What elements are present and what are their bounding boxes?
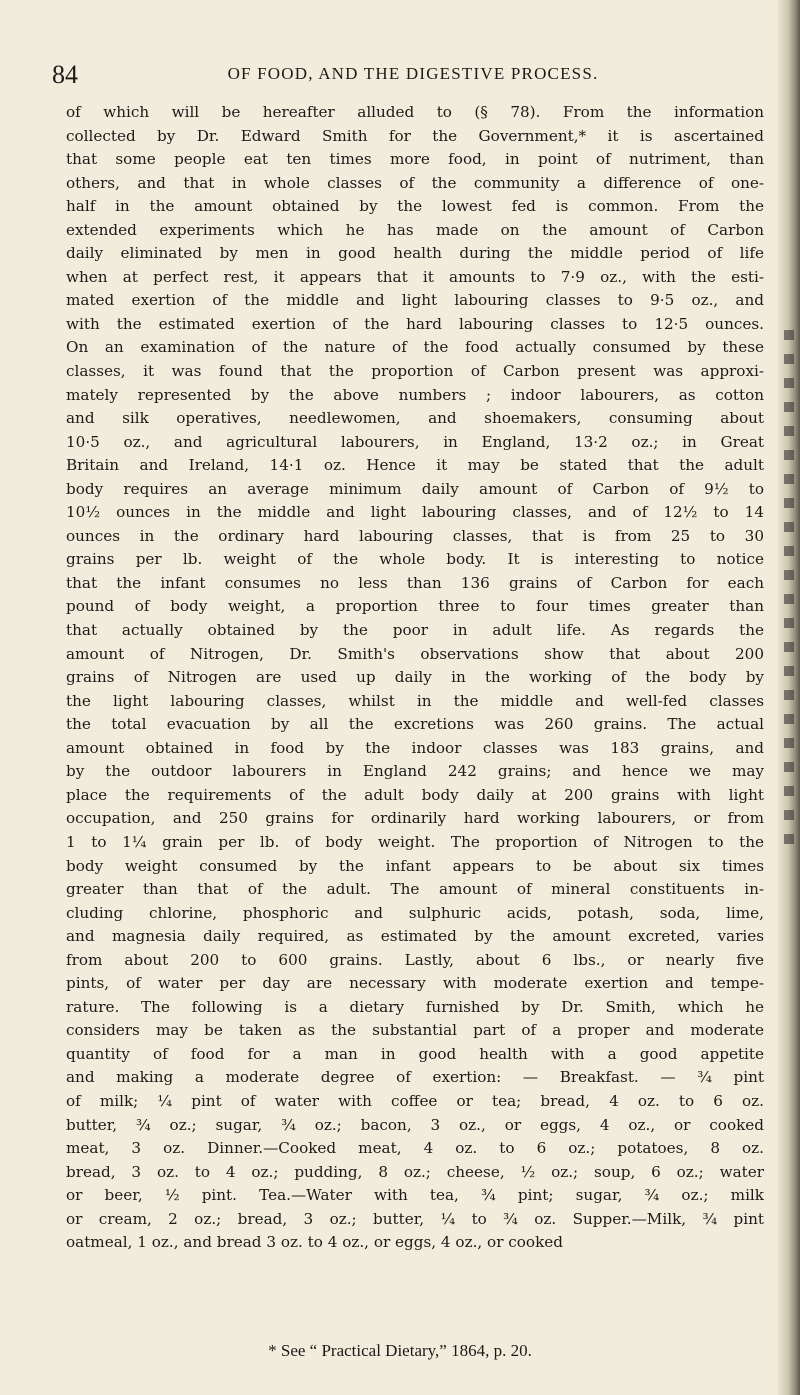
text-line: of which will be hereafter alluded to (§ 78). From the information [66,103,764,121]
text-line: ounces in the ordinary hard labouring classes, that is from 25 to 30 [66,526,764,545]
text-line: collected by Dr. Edward Smith for the Government,* it is ascertained [66,126,764,145]
page-number: 84 [52,60,78,89]
text-line: mated exertion of the middle and light labouring classes to 9·5 oz., and [66,291,764,310]
body-paragraph [66,101,764,1255]
text-line: body requires an average minimum daily amount of Carbon of 9½ to [66,479,764,498]
text-line: 1 to 1¼ grain per lb. of body weight. The proportion of Nitrogen to the [66,832,764,851]
text-line: or beer, ½ pint. Tea.—Water with tea, ¾ pint; sugar, ¾ oz.; milk [66,1186,764,1205]
text-line: that the infant consumes no less than 136 grains of Carbon for each [66,573,764,592]
text-line: 10·5 oz., and agricultural labourers, in England, 13·2 oz.; in Great [66,432,764,451]
text-line: that actually obtained by the poor in adult life. As regards the [66,621,764,640]
text-line: cluding chlorine, phosphoric and sulphuric acids, potash, soda, lime, [66,903,764,922]
text-line: grains per lb. weight of the whole body. It is interesting to notice [66,550,764,569]
footnote: * See “ Practical Dietary,” 1864, p. 20. [268,1341,532,1360]
text-line: and making a moderate degree of exertion: — Breakfast. — ¾ pint [66,1068,764,1087]
text-line: rature. The following is a dietary furnished by Dr. Smith, which he [66,997,764,1016]
text-line: classes, it was found that the proportion of Carbon present was approxi- [66,362,764,381]
text-line: amount obtained in food by the indoor classes was 183 grains, and [66,738,764,757]
running-head: OF FOOD, AND THE DIGESTIVE PROCESS. [227,64,599,83]
text-line: oatmeal, 1 oz., and bread 3 oz. to 4 oz., or eggs, 4 oz., or cooked [66,1233,563,1252]
text-line: grains of Nitrogen are used up daily in the working of the body by [66,668,764,687]
text-line: quantity of food for a man in good health with a good appetite [66,1044,764,1063]
page-binding-edge [778,0,800,1395]
text-line: mately represented by the above numbers ; indoor labourers, as cotton [66,385,764,404]
text-line: On an examination of the nature of the food actually consumed by these [66,338,764,357]
text-line: place the requirements of the adult body daily at 200 grains with light [66,785,764,804]
text-line: that some people eat ten times more food, in point of nutriment, than [66,150,764,169]
text-line: others, and that in whole classes of the community a difference of one- [66,173,764,192]
text-line: from about 200 to 600 grains. Lastly, about 6 lbs., or nearly five [66,950,764,969]
text-line: the light labouring classes, whilst in the middle and well-fed classes [66,691,764,710]
text-line: 10½ ounces in the middle and light labouring classes, and of 12½ to 14 [66,503,764,522]
text-line: Britain and Ireland, 14·1 oz. Hence it may be stated that the adult [66,456,764,475]
text-line: body weight consumed by the infant appears to be about six times [66,856,764,875]
text-line: amount of Nitrogen, Dr. Smith's observations show that about 200 [66,644,764,663]
text-line: of milk; ¼ pint of water with coffee or tea; bread, 4 oz. to 6 oz. [66,1091,764,1110]
text-line: pints, of water per day are necessary with moderate exertion and tempe- [66,974,764,993]
text-line: occupation, and 250 grains for ordinarily hard working labourers, or from [66,809,764,828]
text-line: greater than that of the adult. The amount of mineral constituents in- [66,880,764,899]
text-line: with the estimated exertion of the hard labouring classes to 12·5 ounces. [66,314,764,333]
text-line: extended experiments which he has made on the amount of Carbon [66,220,764,239]
page-header [52,60,764,90]
text-line: daily eliminated by men in good health during the middle period of life [66,244,764,263]
text-line: the total evacuation by all the excretions was 260 grains. The actual [66,715,764,734]
text-line: bread, 3 oz. to 4 oz.; pudding, 8 oz.; cheese, ½ oz.; soup, 6 oz.; water [66,1162,764,1181]
text-line: and magnesia daily required, as estimated by the amount excreted, varies [66,927,764,946]
text-line: pound of body weight, a proportion three to four times greater than [66,597,764,616]
text-line: half in the amount obtained by the lowest fed is common. From the [66,197,764,216]
text-line: butter, ¾ oz.; sugar, ¾ oz.; bacon, 3 oz., or eggs, 4 oz., or cooked [66,1115,764,1134]
text-line: or cream, 2 oz.; bread, 3 oz.; butter, ¼ to ¾ oz. Supper.—Milk, ¾ pint [66,1209,764,1228]
text-line: when at perfect rest, it appears that it amounts to 7·9 oz., with the esti- [66,267,764,286]
text-line: and silk operatives, needlewomen, and shoemakers, consuming about [66,409,764,428]
text-line: considers may be taken as the substantial part of a proper and moderate [66,1021,764,1040]
text-line: meat, 3 oz. Dinner.—Cooked meat, 4 oz. to 6 oz.; potatoes, 8 oz. [66,1139,764,1158]
text-line: by the outdoor labourers in England 242 grains; and hence we may [66,762,764,781]
